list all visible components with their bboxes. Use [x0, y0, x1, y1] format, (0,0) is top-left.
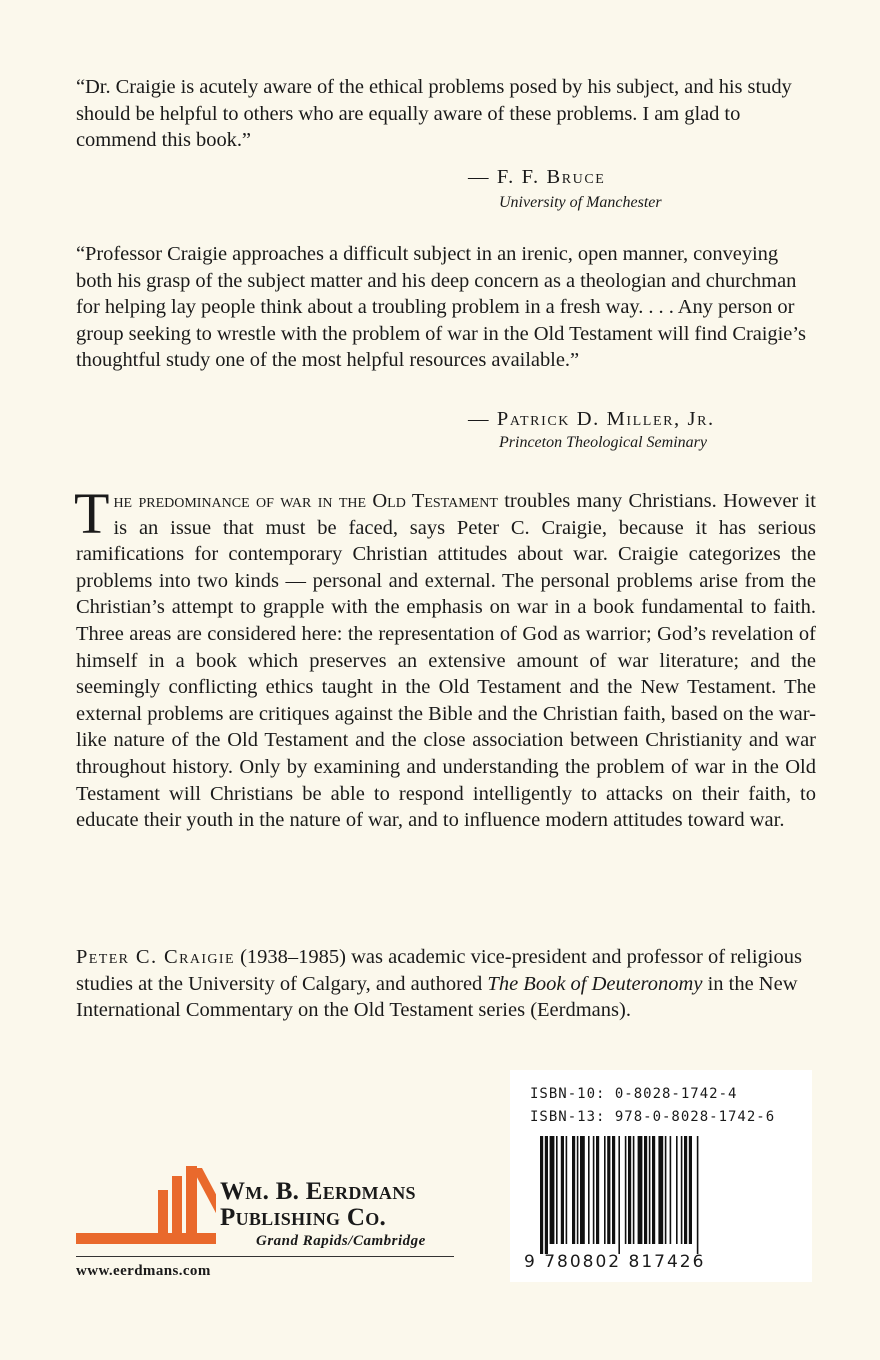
barcode-bar: [607, 1136, 610, 1244]
publisher-logo: [76, 1166, 426, 1257]
quote-bruce: “Dr. Craigie is acutely aware of the ethical problems posed by his subject, and his study should be helpful to others who are equally aware of these problems. I am glad to commend this book.”: [76, 76, 792, 151]
publisher-website: www.eerdmans.com: [76, 1263, 211, 1279]
books-logo-icon: [76, 1166, 216, 1252]
publisher-location: Grand Rapids/Cambridge: [256, 1233, 426, 1249]
barcode-image: [540, 1136, 780, 1254]
barcode-bar: [572, 1136, 575, 1244]
barcode-bar: [681, 1136, 683, 1244]
barcode-bar: [638, 1136, 643, 1244]
barcode-bar: [676, 1136, 678, 1244]
barcode-bar: [577, 1136, 579, 1244]
publisher-name-line2: Publishing Co.: [220, 1204, 387, 1231]
isbn-10: ISBN-10: 0-8028-1742-4: [530, 1086, 738, 1102]
barcode-bar: [665, 1136, 667, 1244]
barcode-bar: [612, 1136, 615, 1244]
author-name: Peter C. Craigie: [76, 946, 235, 968]
barcode-bar: [633, 1136, 635, 1244]
publisher-name-line1: Wm. B. Eerdmans: [220, 1178, 416, 1205]
barcode-bar: [556, 1136, 558, 1244]
author-bio-text-2: in the New International Commentary on the Old Testament series (Eerdmans).: [76, 972, 798, 1022]
barcode-panel: [510, 1070, 812, 1282]
barcode-bar: [670, 1136, 672, 1244]
attribution-bruce-affiliation: University of Manchester: [499, 194, 662, 211]
barcode-bar: [588, 1136, 590, 1244]
isbn-13: ISBN-13: 978-0-8028-1742-6: [530, 1109, 776, 1125]
divider: [76, 1256, 454, 1257]
barcode-bar: [625, 1136, 627, 1244]
barcode-bar: [649, 1136, 651, 1244]
barcode-bar: [566, 1136, 568, 1244]
barcode-bar: [628, 1136, 631, 1244]
attribution-miller-name: — Patrick D. Miller, Jr.: [468, 408, 715, 430]
barcode-bar: [596, 1136, 599, 1244]
barcode-bar: [644, 1136, 647, 1244]
description-body: troubles many Christians. However it is an issue that must be faced, says Peter C. Craigie, because it has serious ramifications for contemporary Christian attitudes about war. Craigie categorizes the problems into two kinds — personal and external. The personal problems arise from the Christian’s attempt to grapple with the emphasis on war in a book fundamental to faith. Three areas are considered here: the representation of God as warrior; God’s revelation of himself in a book which preserves an extensive amount of war literature; and the seemingly conflicting ethics taught in the Old Testament and the New Testament. The external problems are critiques against the Bible and the Christian faith, based on the war-like nature of the Old Testament and the close association between Christianity and war throughout history. Only by examining and understanding the problem of war in the Old Testament will Christians be able to respond intelligently to attacks on their faith, to educate their youth in the nature of war, and to influence modern attitudes toward war.: [76, 490, 816, 832]
description-lead: he predominance of war in the Old Testament: [113, 490, 498, 512]
author-bio: [76, 944, 816, 1024]
barcode-bar: [697, 1136, 699, 1254]
attribution-miller-affiliation: Princeton Theological Seminary: [499, 434, 707, 451]
drop-cap: T: [74, 481, 110, 546]
book-description: [74, 481, 816, 834]
barcode-bar: [540, 1136, 543, 1254]
barcode-bar: [550, 1136, 555, 1244]
barcode-bar: [658, 1136, 663, 1244]
barcode-bar: [593, 1136, 595, 1244]
author-bio-text-1: (1938–1985) was academic vice-president and professor of religious studies at the University of Calgary, and authored: [76, 946, 802, 995]
barcode-bar: [618, 1136, 620, 1254]
barcode-bar: [652, 1136, 655, 1244]
quote-miller: “Professor Craigie approaches a difficult subject in an irenic, open manner, conveying both his grasp of the subject matter and his deep concern as a theologian and churchman for helping lay people think about a troubling problem in a fresh way. . . . Any person or group seeking to wrestle with the problem of war in the Old Testament will find Craigie’s thoughtful study one of the most helpful resources available.”: [76, 243, 806, 371]
barcode-bar: [545, 1136, 548, 1254]
attribution-bruce-name: — F. F. Bruce: [468, 166, 606, 188]
barcode-bar: [689, 1136, 692, 1244]
barcode-bar: [684, 1136, 687, 1244]
barcode-bar: [604, 1136, 606, 1244]
barcode-number: 9 780802 817426: [524, 1252, 706, 1272]
author-book-title: The Book of Deuteronomy: [487, 972, 703, 995]
barcode-bar: [580, 1136, 585, 1244]
barcode-bar: [561, 1136, 564, 1244]
